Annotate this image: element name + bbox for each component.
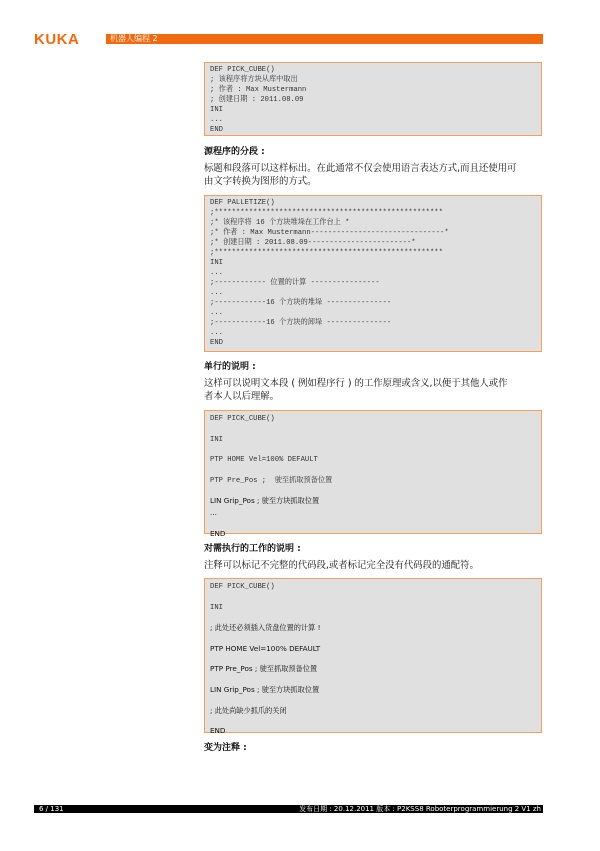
code-line: LIN Grip_Pos ; 驶至方块抓取位置 xyxy=(210,684,320,694)
header-title: 机器人编程 2 xyxy=(110,34,158,43)
code-line: ;* 作者 : Max Mustermann-------------------------------* xyxy=(210,229,449,237)
code-line: ... xyxy=(210,269,223,277)
code-line: ... xyxy=(210,116,223,124)
code-line: INI xyxy=(210,259,223,267)
header-bar xyxy=(106,34,543,44)
section-heading: 变为注释 : xyxy=(204,743,247,753)
section-heading: 源程序的分段 : xyxy=(204,147,265,157)
section-paragraph xyxy=(204,378,546,403)
code-line: LIN Grip_Pos ; 驶至方块抓取位置 xyxy=(210,496,320,506)
paragraph-line: 注释可以标记不完整的代码段,或者标记完全没有代码段的通配符。 xyxy=(204,560,479,571)
code-line: ; 创建日期 : 2011.08.09 xyxy=(210,96,304,104)
code-line: ;------------ 位置的计算 ---------------- xyxy=(210,279,380,287)
code-line: ; 此处还必须插入货盘位置的计算 ! xyxy=(210,623,321,633)
code-line: INI xyxy=(210,603,223,612)
code-line: ;***************************************************** xyxy=(210,209,443,217)
code-line: PTP Pre_Pos ; 驶至抓取预备位置 xyxy=(210,476,333,485)
section-paragraph xyxy=(204,560,546,573)
code-line: PTP HOME Vel=100% DEFAULT xyxy=(210,456,318,465)
code-line: INI xyxy=(210,106,223,114)
code-line: ; 作者 : Max Mustermann xyxy=(210,86,307,94)
code-block-pick-cube-todo xyxy=(204,578,542,736)
code-line: END xyxy=(210,126,223,134)
code-line: ; 该程序将方块从库中取出 xyxy=(210,76,298,84)
code-line: ;***************************************************** xyxy=(210,249,443,257)
code-block-pick-cube-comments xyxy=(204,410,542,538)
paragraph-line: 者本人以后理解。 xyxy=(204,390,280,402)
page-number: 6 / 131 xyxy=(39,805,64,813)
code-line: ; 此处尚缺少抓爪的关闭 xyxy=(210,705,287,715)
code-line: DEF PICK_CUBE() xyxy=(210,415,275,423)
code-line: DEF PALLETIZE() xyxy=(210,199,275,207)
code-line: ;------------16 个方块的堆垛 --------------- xyxy=(210,299,392,307)
code-line: PTP HOME Vel=100% DEFAULT xyxy=(210,643,321,653)
code-line: PTP Pre_Pos ; 驶至抓取预备位置 xyxy=(210,664,318,674)
code-line: ;* 创建日期 : 2011.08.09------------------------* xyxy=(210,239,416,247)
paragraph-line: 标题和段落可以这样标出。在此通常不仅会使用语言表达方式,而且还使用可 xyxy=(204,163,517,174)
code-line: ;------------16 个方块的卸垛 --------------- xyxy=(210,319,392,327)
code-line: ... xyxy=(210,508,217,518)
section-heading: 单行的说明 : xyxy=(204,362,256,372)
kuka-logo: KUKA xyxy=(34,31,80,48)
code-line: END xyxy=(210,339,223,347)
code-line: ... xyxy=(210,329,223,337)
code-line: ;* 该程序将 16 个方块堆垛在工作台上 * xyxy=(210,219,350,227)
paragraph-line: 这样可以说明文本段 ( 例如程序行 ) 的工作原理或含义,以便于其他人或作 xyxy=(204,378,508,389)
code-line: ... xyxy=(210,309,223,317)
code-line: INI xyxy=(210,435,223,444)
code-line: END xyxy=(210,528,226,538)
code-block-palletize xyxy=(204,195,542,352)
paragraph-line: 由文字转换为图形的方式。 xyxy=(204,175,317,187)
code-line: END xyxy=(210,726,226,736)
code-line: ... xyxy=(210,289,223,297)
section-heading: 对需执行的工作的说明 : xyxy=(204,544,301,554)
code-line: DEF PICK_CUBE() xyxy=(210,583,275,591)
section-paragraph xyxy=(204,163,546,188)
code-block-pick-cube xyxy=(204,62,542,136)
footer-bar xyxy=(34,805,543,813)
footer-info: 发布日期 : 20.12.2011 版本 : P2KSS8 Roboterprogrammierung 2 V1 zh xyxy=(299,805,541,813)
code-line: DEF PICK_CUBE() xyxy=(210,66,275,74)
